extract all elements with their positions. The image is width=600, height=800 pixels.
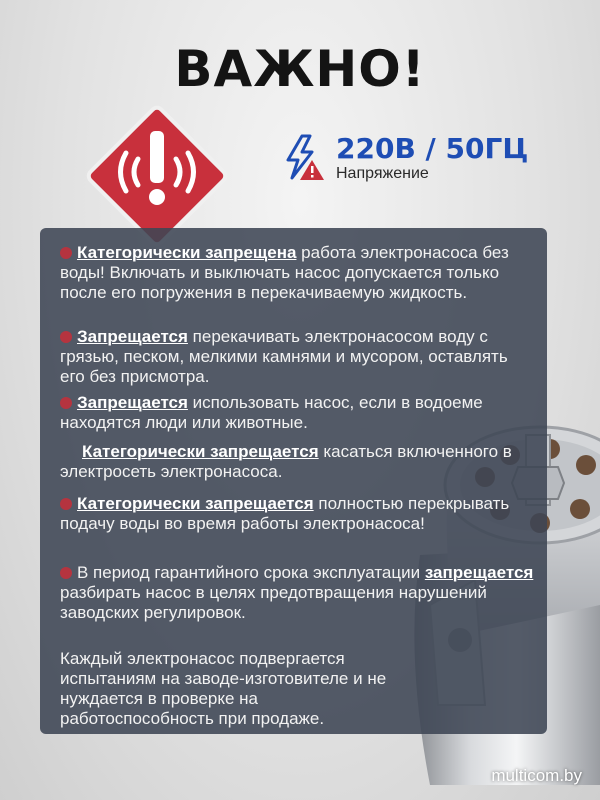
bullet-icon [60, 397, 72, 409]
rule-item [60, 327, 535, 387]
rule-emphasis: Категорически запрещается [82, 442, 319, 461]
rule-emphasis: Категорически запрещена [77, 243, 297, 262]
bullet-icon [60, 567, 72, 579]
rule-text: В период гарантийного срока эксплуатации [77, 563, 425, 582]
rule-item [60, 442, 535, 482]
rule-emphasis: запрещается [424, 563, 534, 582]
rule-text: работа электронасоса без воды! Включать и выключать насос допускается только после его погружения в перекачиваемую жидкость. [60, 243, 509, 302]
rule-item [60, 393, 535, 433]
note-text: Каждый электронасос подвергается испытаниям на заводе-изготовителе и не нуждается в проверке на работоспособность при продаже. [60, 649, 387, 728]
rule-text: разбирать насос в целях предотвращения нарушений заводских регулировок. [60, 583, 487, 622]
high-voltage-icon [282, 134, 326, 182]
rule-text: перекачивать электронасосом воду с грязью, песком, мелкими камнями и мусором, оставлять его без присмотра. [60, 327, 508, 386]
rule-text: касаться включенного в электросеть электронасоса. [60, 442, 512, 481]
rule-text: полностью перекрывать подачу воды во время работы электронасоса! [60, 494, 510, 533]
rule-emphasis: Запрещается [77, 327, 188, 346]
voltage-value: 220В / 50ГЦ [336, 132, 529, 165]
rule-text: использовать насос, если в водоеме находятся люди или животные. [60, 393, 483, 432]
rule-emphasis: Категорически запрещается [77, 494, 314, 513]
page-title: ВАЖНО! [174, 40, 426, 98]
info-note [60, 649, 390, 729]
watermark: multicom.by [491, 766, 582, 785]
rule-item [60, 563, 535, 623]
rule-item [60, 243, 535, 303]
voltage-label: Напряжение [336, 165, 429, 182]
bullet-icon [60, 247, 72, 259]
rule-item [60, 494, 535, 534]
bullet-icon [60, 498, 72, 510]
rule-emphasis: Запрещается [77, 393, 188, 412]
bullet-icon [60, 331, 72, 343]
